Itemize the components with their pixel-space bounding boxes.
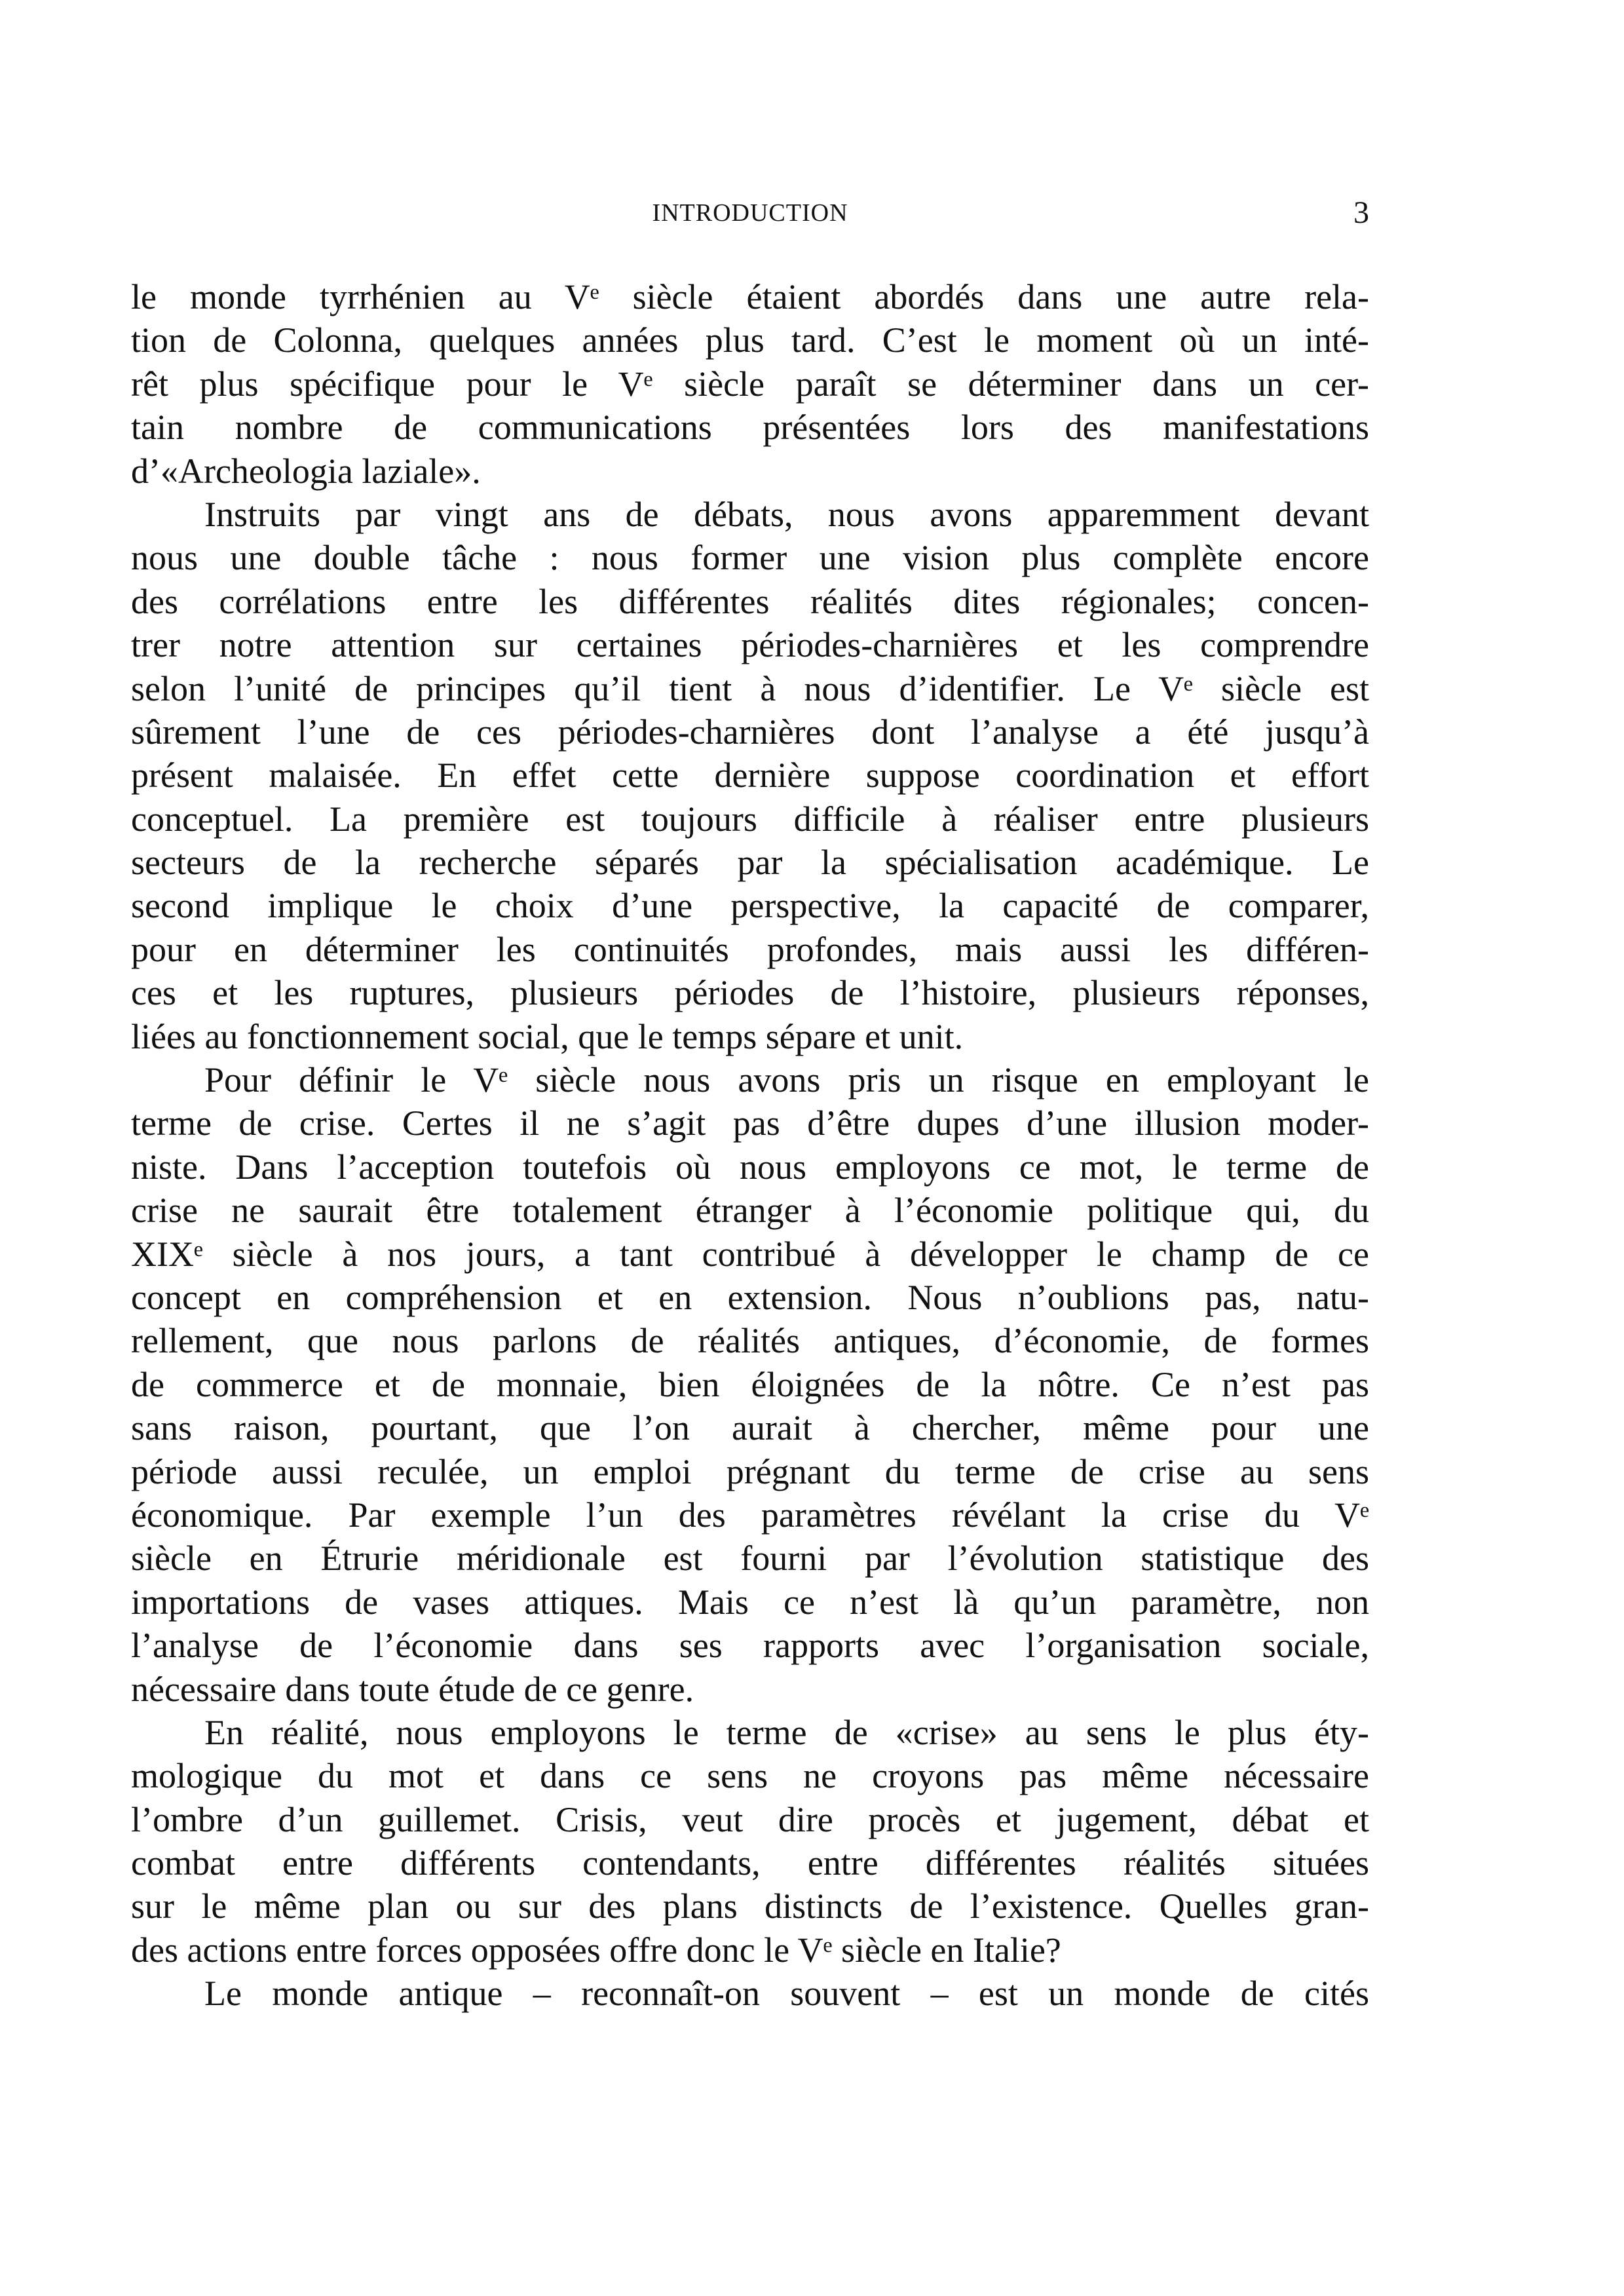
text-line: l’analyse de l’économie dans ses rapports avec l’organisation sociale, [131, 1626, 1369, 1666]
text-line: conceptuel. La première est toujours difficile à réaliser entre plusieurs [131, 799, 1369, 839]
text-line: tion de Colonna, quelques années plus tard. C’est le moment où un inté- [131, 320, 1369, 360]
text-line: Instruits par vingt ans de débats, nous avons apparemment devant [204, 494, 1369, 534]
text-line: sûrement l’une de ces périodes-charnières dont l’analyse a été jusqu’à [131, 712, 1369, 752]
running-head-title: INTRODUCTION [652, 199, 848, 227]
text-line: sans raison, pourtant, que l’on aurait à chercher, même pour une [131, 1408, 1369, 1448]
text-line: le monde tyrrhénien au Vᵉ siècle étaient abordés dans une autre rela- [131, 277, 1369, 316]
text-line: concept en compréhension et en extension. Nous n’oublions pas, natu- [131, 1277, 1369, 1317]
text-line: de commerce et de monnaie, bien éloignées de la nôtre. Ce n’est pas [131, 1364, 1369, 1404]
text-line: mologique du mot et dans ce sens ne croyons pas même nécessaire [131, 1756, 1369, 1796]
text-line: d’«Archeologia laziale». [131, 451, 481, 491]
text-line: selon l’unité de principes qu’il tient à nous d’identifier. Le Vᵉ siècle est [131, 668, 1369, 708]
text-line: trer notre attention sur certaines périodes-charnières et les comprendre [131, 625, 1369, 665]
text-line: Le monde antique – reconnaît-on souvent – est un monde de cités [204, 1974, 1369, 2014]
text-line: économique. Par exemple l’un des paramètres révélant la crise du Vᵉ [131, 1495, 1369, 1535]
text-line: secteurs de la recherche séparés par la spécialisation académique. Le [131, 843, 1369, 883]
running-head [131, 193, 1369, 233]
text-line: nécessaire dans toute étude de ce genre. [131, 1669, 694, 1709]
text-line: tain nombre de communications présentées lors des manifestations [131, 408, 1369, 448]
text-line: importations de vases attiques. Mais ce n’est là qu’un paramètre, non [131, 1582, 1369, 1622]
text-line: Pour définir le Vᵉ siècle nous avons pris un risque en employant le [204, 1060, 1369, 1100]
text-line: rellement, que nous parlons de réalités antiques, d’économie, de formes [131, 1321, 1369, 1361]
text-line: siècle en Étrurie méridionale est fourni par l’évolution statistique des [131, 1539, 1369, 1578]
text-line: XIXᵉ siècle à nos jours, a tant contribué à développer le champ de ce [131, 1234, 1369, 1274]
text-line: l’ombre d’un guillemet. Crisis, veut dire procès et jugement, débat et [131, 1799, 1369, 1839]
text-line: niste. Dans l’acception toutefois où nous employons ce mot, le terme de [131, 1147, 1369, 1187]
text-line: période aussi reculée, un emploi prégnant du terme de crise au sens [131, 1451, 1369, 1491]
text-line: liées au fonctionnement social, que le temps sépare et unit. [131, 1016, 964, 1056]
text-line: des actions entre forces opposées offre donc le Vᵉ siècle en Italie? [131, 1930, 1061, 1970]
text-line: présent malaisée. En effet cette dernière suppose coordination et effort [131, 756, 1369, 795]
text-line: ces et les ruptures, plusieurs périodes de l’histoire, plusieurs réponses, [131, 973, 1369, 1013]
text-line: terme de crise. Certes il ne s’agit pas d’être dupes d’une illusion moder- [131, 1103, 1369, 1143]
page-number: 3 [1353, 195, 1369, 230]
text-line: sur le même plan ou sur des plans distincts de l’existence. Quelles gran- [131, 1886, 1369, 1926]
text-line: rêt plus spécifique pour le Vᵉ siècle paraît se déterminer dans un cer- [131, 364, 1369, 404]
text-line: nous une double tâche : nous former une vision plus complète encore [131, 538, 1369, 578]
text-line: combat entre différents contendants, entre différentes réalités situées [131, 1843, 1369, 1883]
text-line: des corrélations entre les différentes réalités dites régionales; concen- [131, 581, 1369, 621]
text-line: En réalité, nous employons le terme de «crise» au sens le plus éty- [204, 1712, 1369, 1752]
text-line: second implique le choix d’une perspective, la capacité de comparer, [131, 886, 1369, 926]
body-text [131, 275, 1369, 2016]
text-line: crise ne saurait être totalement étranger à l’économie politique qui, du [131, 1191, 1369, 1231]
text-line: pour en déterminer les continuités profondes, mais aussi les différen- [131, 929, 1369, 969]
